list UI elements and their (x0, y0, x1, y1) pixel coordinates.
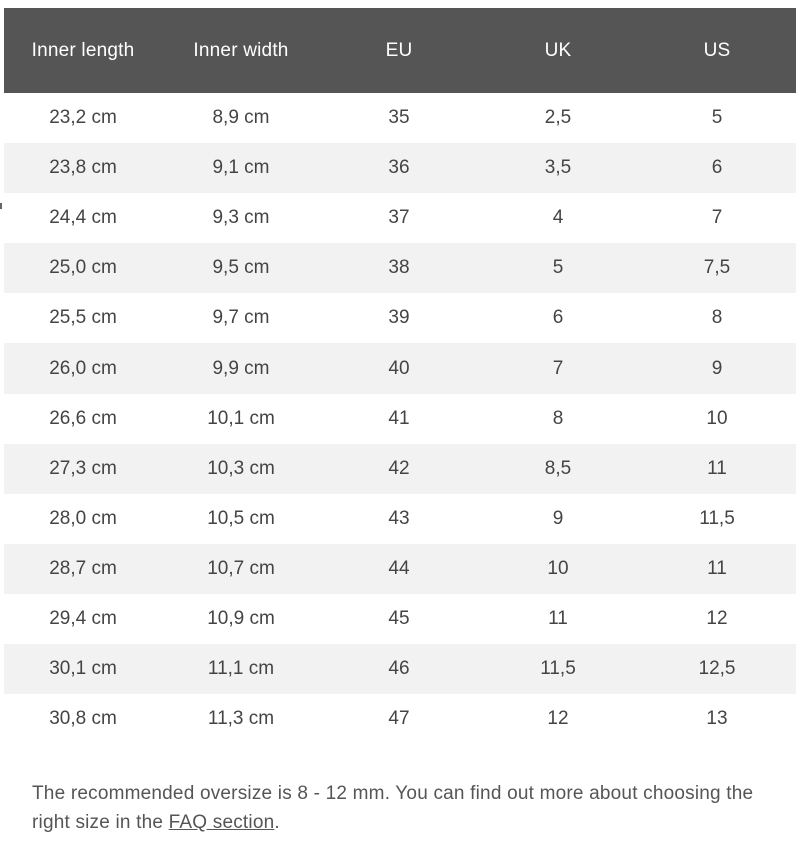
cell-eu: 40 (320, 343, 478, 393)
cell-eu: 37 (320, 193, 478, 243)
cell-inner-length: 28,7 cm (4, 544, 162, 594)
cell-inner-length: 24,4 cm (4, 193, 162, 243)
cell-us: 7,5 (638, 243, 796, 293)
cell-inner-width: 11,3 cm (162, 694, 320, 744)
cell-inner-width: 9,7 cm (162, 293, 320, 343)
cell-inner-length: 27,3 cm (4, 444, 162, 494)
cell-uk: 11 (478, 594, 638, 644)
cell-uk: 8,5 (478, 444, 638, 494)
cell-eu: 45 (320, 594, 478, 644)
cell-inner-width: 10,1 cm (162, 394, 320, 444)
cell-inner-length: 25,5 cm (4, 293, 162, 343)
size-table-container (4, 8, 796, 744)
size-table-body (4, 93, 796, 744)
cell-inner-length: 25,0 cm (4, 243, 162, 293)
cell-us: 7 (638, 193, 796, 243)
cell-uk: 8 (478, 394, 638, 444)
cell-inner-length: 26,0 cm (4, 343, 162, 393)
table-row (4, 143, 796, 193)
cell-us: 11,5 (638, 494, 796, 544)
table-row (4, 544, 796, 594)
cell-us: 11 (638, 544, 796, 594)
cell-uk: 11,5 (478, 644, 638, 694)
cell-eu: 36 (320, 143, 478, 193)
table-row (4, 394, 796, 444)
cell-uk: 3,5 (478, 143, 638, 193)
size-table-header (4, 8, 796, 93)
cell-eu: 43 (320, 494, 478, 544)
edge-mark (0, 203, 2, 209)
header-inner-width: Inner width (162, 8, 320, 93)
cell-eu: 39 (320, 293, 478, 343)
table-row (4, 93, 796, 143)
cell-inner-length: 30,8 cm (4, 694, 162, 744)
cell-us: 5 (638, 93, 796, 143)
cell-inner-width: 9,9 cm (162, 343, 320, 393)
cell-eu: 35 (320, 93, 478, 143)
cell-us: 12 (638, 594, 796, 644)
cell-inner-width: 9,5 cm (162, 243, 320, 293)
cell-us: 6 (638, 143, 796, 193)
header-eu: EU (320, 8, 478, 93)
cell-uk: 4 (478, 193, 638, 243)
cell-eu: 46 (320, 644, 478, 694)
header-uk: UK (478, 8, 638, 93)
header-us: US (638, 8, 796, 93)
table-row (4, 243, 796, 293)
cell-inner-width: 10,5 cm (162, 494, 320, 544)
cell-inner-length: 28,0 cm (4, 494, 162, 544)
oversize-note (32, 779, 772, 837)
cell-uk: 9 (478, 494, 638, 544)
cell-inner-width: 9,1 cm (162, 143, 320, 193)
cell-inner-length: 26,6 cm (4, 394, 162, 444)
cell-inner-width: 10,3 cm (162, 444, 320, 494)
cell-eu: 38 (320, 243, 478, 293)
cell-uk: 10 (478, 544, 638, 594)
cell-us: 12,5 (638, 644, 796, 694)
cell-us: 8 (638, 293, 796, 343)
cell-us: 11 (638, 444, 796, 494)
cell-uk: 6 (478, 293, 638, 343)
table-row (4, 444, 796, 494)
cell-uk: 5 (478, 243, 638, 293)
cell-uk: 12 (478, 694, 638, 744)
cell-us: 10 (638, 394, 796, 444)
table-row (4, 494, 796, 544)
cell-us: 9 (638, 343, 796, 393)
cell-us: 13 (638, 694, 796, 744)
table-row (4, 644, 796, 694)
header-row (4, 8, 796, 93)
note-text: The recommended oversize is 8 - 12 mm. You can find out more about choosing the right size in the (32, 783, 754, 833)
cell-eu: 44 (320, 544, 478, 594)
cell-inner-length: 29,4 cm (4, 594, 162, 644)
header-inner-length: Inner length (4, 8, 162, 93)
cell-inner-width: 11,1 cm (162, 644, 320, 694)
table-row (4, 343, 796, 393)
cell-eu: 41 (320, 394, 478, 444)
cell-eu: 47 (320, 694, 478, 744)
faq-section-link[interactable]: FAQ section (168, 812, 275, 833)
cell-inner-length: 23,8 cm (4, 143, 162, 193)
cell-inner-width: 8,9 cm (162, 93, 320, 143)
table-row (4, 694, 796, 744)
note-end: . (274, 812, 280, 833)
cell-inner-length: 30,1 cm (4, 644, 162, 694)
cell-eu: 42 (320, 444, 478, 494)
cell-inner-width: 10,9 cm (162, 594, 320, 644)
table-row (4, 193, 796, 243)
cell-uk: 2,5 (478, 93, 638, 143)
size-table (4, 8, 796, 744)
table-row (4, 293, 796, 343)
table-row (4, 594, 796, 644)
cell-inner-width: 10,7 cm (162, 544, 320, 594)
cell-inner-length: 23,2 cm (4, 93, 162, 143)
cell-uk: 7 (478, 343, 638, 393)
cell-inner-width: 9,3 cm (162, 193, 320, 243)
